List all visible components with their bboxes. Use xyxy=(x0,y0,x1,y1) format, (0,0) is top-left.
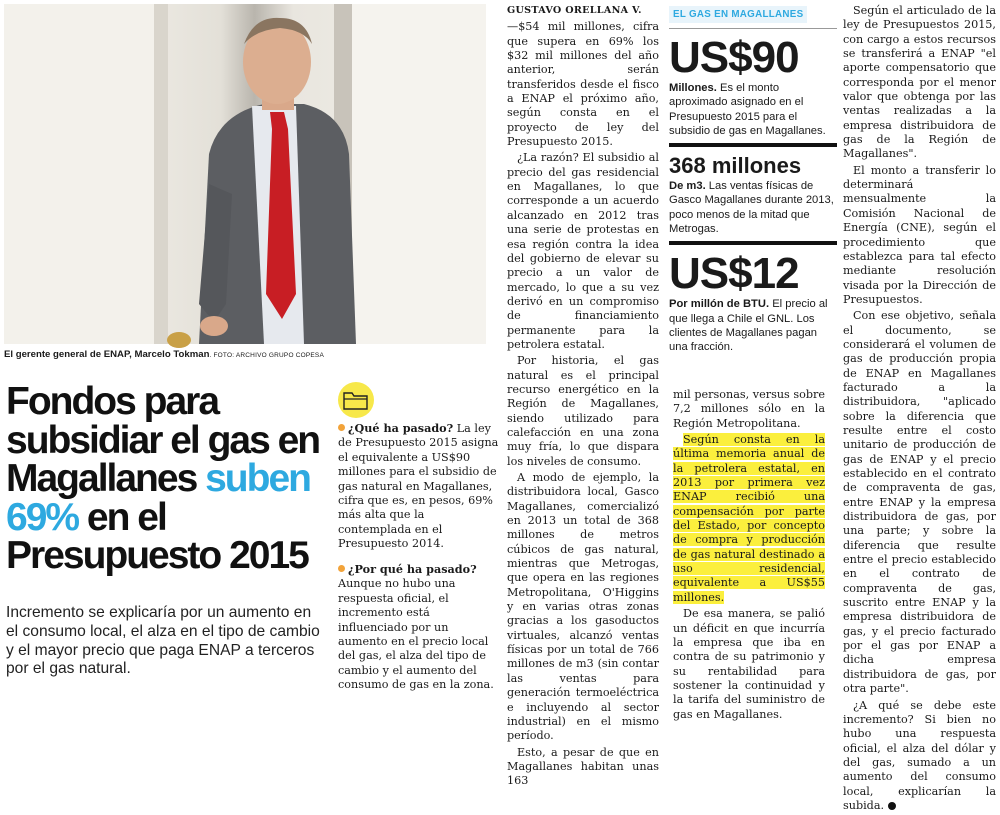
divider xyxy=(669,241,837,245)
qa-question-1: ¿Qué ha pasado? xyxy=(348,421,454,435)
paragraph: —$54 mil millones, cifra que supera en 69% los $32 mil millones del año anterior, serán transferidos desde el fisco a ENAP el próximo año, según consta en el proyecto de ley del Presupuesto 2015. xyxy=(507,20,659,149)
photo-caption xyxy=(4,349,486,360)
fact-number-3: US$12 xyxy=(669,249,799,299)
factbox xyxy=(669,4,837,355)
paragraph: ¿A qué se debe este incremento? Si bien no hubo una respuesta oficial, el alza del dólar y del gas, sumado a un aumento del consumo local, explicarían la subida. xyxy=(843,698,996,812)
qa-answer-1: La ley de Presupuesto 2015 asigna el equivalente a US$90 millones para el subsidio de gas natural en Magallanes, cifra que es, en pesos, 69% más alta que la contemplada en el Presupuesto 2014. xyxy=(338,422,499,551)
highlighted-text: Según consta en la última memoria anual de la petrolera estatal, en 2013 por primera vez ENAP recibió una compensación por parte del Estado, por concepto de compra y producción de gas natural destinado a uso residencial, equivalente a US$55 millones. xyxy=(673,433,825,604)
paragraph: Esto, a pesar de que en Magallanes habitan unas 163 xyxy=(507,745,659,788)
deck: Incremento se explicaría por un aumento en el consumo local, el alza en el tipo de cambio y el mayor precio que paga ENAP a terceros por el gas natural. xyxy=(6,604,320,678)
headline xyxy=(6,380,326,577)
fact-text-1: Millones. Es el monto aproximado asignado en el Presupuesto 2015 para el subsidio de gas en Magallanes. xyxy=(669,82,826,137)
divider xyxy=(669,143,837,147)
fact-number-2: 368 millones xyxy=(669,153,802,179)
qa-block-2 xyxy=(338,562,500,693)
paragraph: A modo de ejemplo, la distribuidora local, Gasco Magallanes, comercializó en 2013 un total de 368 millones de metros cúbicos de gas natural, mientras que Metrogas, que opera en las regiones Metropolitana, O'Higgins y en varias otras zonas gracias a los gasoductos virtuales, alcanzó ventas físicas por un total de 766 millones de m3 (sin contar las ventas para generación termoeléctrica e incluyendo al sector industrial) en el mismo período. xyxy=(507,471,659,743)
body-column-4 xyxy=(843,4,996,815)
fact-text-2: De m3. Las ventas físicas de Gasco Magallanes durante 2013, poco menos de la mitad que Metrogas. xyxy=(669,180,834,236)
paragraph: ¿La razón? El subsidio al precio del gas residencial en Magallanes, lo que corresponde a un acuerdo alcanzado en 2012 tras una serie de protestas en esa región contra la idea del gobierno de elevar su precio a un valor de mercado, lo que a su vez derivó en un compromiso de financiamiento permanente para la petrolera estatal. xyxy=(507,151,659,351)
paragraph: De esa manera, se palió un déficit en que incurría la empresa que iba en contra de su patrimonio y su rentabilidad para sostener la continuidad y la tarifa del suministro de gas en Magallanes. xyxy=(673,607,825,721)
headline-part2: en el Presupuesto 2015 xyxy=(6,495,308,577)
bullet-dot xyxy=(338,424,345,431)
photo-credit: . FOTO: ARCHIVO GRUPO COPESA xyxy=(209,352,325,359)
qa-block-1 xyxy=(338,421,500,552)
bullet-dot xyxy=(338,565,345,572)
paragraph: Con ese objetivo, señala el documento, se considerará el volumen de gas de producción propia de ENAP en Magallanes facturado a la distribuidora, "aplicado sobre la diferencia que resulte entre el costo unitario de producción de gas de ENAP y el precio establecido en el contrato de compraventa de gas, entre ENAP y la empresa distribuidora de gas, por una parte; y sobre la diferencia que resulte entre el precio establecido en el contrato de compraventa de gas, suscrito entre ENAP y la empresa distribuidora de gas, y el precio facturado por el gas por ENAP a dicha empresa distribuidora de gas, por otra parte". xyxy=(843,309,996,696)
fact-text-3: Por millón de BTU. El precio al que llega a Chile el GNL. Los clientes de Magallanes pagan una fracción. xyxy=(669,298,828,354)
body-column-2 xyxy=(673,388,825,724)
paragraph: El monto a transferir lo determinará mensualmente la Comisión Nacional de Energía (CNE), según el procedimiento que establezca para tal efecto mediante resolución visada por la Dirección de Presupuestos. xyxy=(843,163,996,306)
article-photo xyxy=(4,4,486,344)
executive-portrait-illustration xyxy=(4,4,486,344)
headline-part1: Fondos para subsidiar el gas en Magallanes xyxy=(6,380,320,500)
body-column-1 xyxy=(507,4,659,791)
end-mark-icon xyxy=(888,802,896,810)
byline: GUSTAVO ORELLANA V. xyxy=(507,5,642,16)
fact-number-1: US$90 xyxy=(669,33,799,82)
qa-question-2: ¿Por qué ha pasado? xyxy=(348,562,477,576)
paragraph: Según el articulado de la ley de Presupuestos 2015, con cargo a estos recursos se transferirá a ENAP "el aporte compensatorio que corresponda por el menor valor que obtenga por las ventas realizadas a la empresa distribuidora de gas de la Región de Magallanes". xyxy=(843,4,996,161)
factbox-tag: EL GAS EN MAGALLANES xyxy=(669,6,807,23)
folder-icon xyxy=(338,382,374,418)
qa-answer-2: Aunque no hubo una respuesta oficial, el incremento está influenciado por un aumento en el precio local del gas, el alza del tipo de cambio y el aumento del consumo de gas en la zona. xyxy=(338,577,494,692)
caption-text: El gerente general de ENAP, Marcelo Tokman xyxy=(4,349,210,360)
headline-accent: suben 69% xyxy=(6,457,310,539)
paragraph: mil personas, versus sobre 7,2 millones sólo en la Región Metropolitana. xyxy=(673,388,825,430)
paragraph: Por historia, el gas natural es el principal recurso energético en la Región de Magallanes, siendo utilizado para calefacción en una zona muy fría, lo que dispara los niveles de consumo. xyxy=(507,354,659,468)
divider xyxy=(669,28,837,29)
